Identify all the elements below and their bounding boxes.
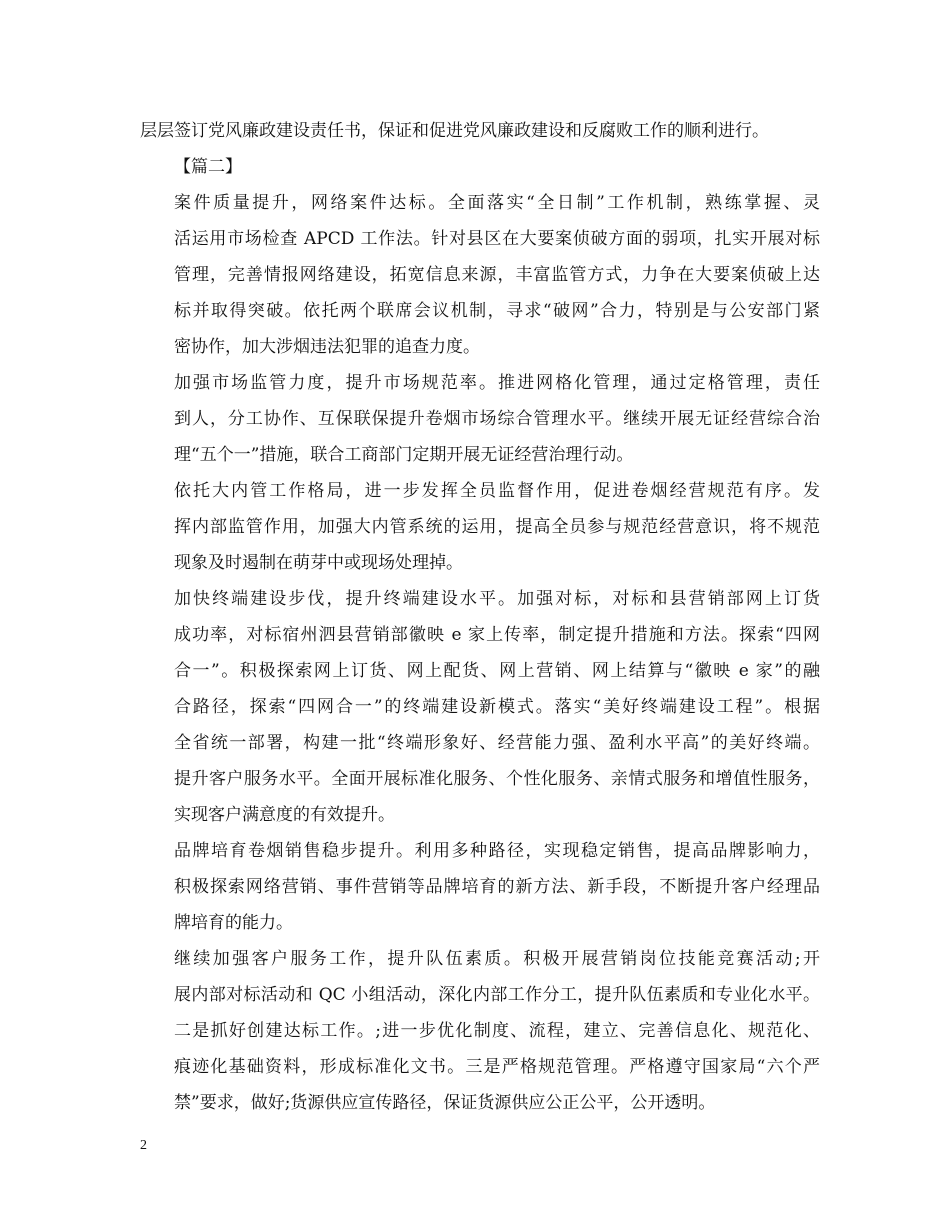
text-line: 案件质量提升，网络案件达标。全面落实“全日制”工作机制，熟练掌握、灵 xyxy=(174,193,820,213)
text-line: 禁”要求，做好;货源供应宣传路径，保证货源供应公正公平，公开透明。 xyxy=(174,1093,716,1113)
text-line: 积极探索网络营销、事件营销等品牌培育的新方法、新手段，不断提升客户经理品 xyxy=(174,877,820,897)
text-line: 层层签订党风廉政建设责任书，保证和促进党风廉政建设和反腐败工作的顺利进行。 xyxy=(140,121,769,141)
text-line: 品牌培育卷烟销售稳步提升。利用多种路径，实现稳定销售，提高品牌影响力， xyxy=(174,841,820,861)
paragraph xyxy=(140,185,820,365)
text-line: 依托大内管工作格局，进一步发挥全员监督作用，促进卷烟经营规范有序。发 xyxy=(174,481,820,501)
paragraph xyxy=(140,113,820,149)
paragraph xyxy=(140,365,820,473)
text-line: 继续加强客户服务工作，提升队伍素质。积极开展营销岗位技能竞赛活动;开 xyxy=(174,949,820,969)
text-line: 标并取得突破。依托两个联席会议机制，寻求“破网”合力，特别是与公安部门紧 xyxy=(174,301,820,321)
document-body xyxy=(140,113,820,1121)
text-line: 全省统一部署，构建一批“终端形象好、经营能力强、盈利水平高”的美好终端。 xyxy=(174,733,820,753)
paragraph xyxy=(140,941,820,1121)
text-line: 理“五个一”措施，联合工商部门定期开展无证经营治理行动。 xyxy=(174,445,634,465)
text-line: 牌培育的能力。 xyxy=(174,913,293,933)
text-line: 合一”。积极探索网上订货、网上配货、网上营销、网上结算与“徽映 e 家”的融 xyxy=(174,661,820,681)
paragraph xyxy=(140,581,820,833)
text-line: 展内部对标活动和 QC 小组活动，深化内部工作分工，提升队伍素质和专业化水平。 xyxy=(174,985,820,1005)
text-line: 管理，完善情报网络建设，拓宽信息来源，丰富监管方式，力争在大要案侦破上达 xyxy=(174,265,820,285)
text-line: 二是抓好创建达标工作。;进一步优化制度、流程，建立、完善信息化、规范化、 xyxy=(174,1021,820,1041)
text-line: 提升客户服务水平。全面开展标准化服务、个性化服务、亲情式服务和增值性服务， xyxy=(174,769,820,789)
text-line: 挥内部监管作用，加强大内管系统的运用，提高全员参与规范经营意识，将不规范 xyxy=(174,517,820,537)
text-line: 活运用市场检查 APCD 工作法。针对县区在大要案侦破方面的弱项，扎实开展对标 xyxy=(174,229,820,249)
text-line: 实现客户满意度的有效提升。 xyxy=(174,805,395,825)
text-line: 现象及时遏制在萌芽中或现场处理掉。 xyxy=(174,553,463,573)
paragraph xyxy=(140,473,820,581)
section-heading xyxy=(140,149,820,185)
text-line: 【篇二】 xyxy=(174,157,242,177)
text-line: 合路径，探索“四网合一”的终端建设新模式。落实“美好终端建设工程”。根据 xyxy=(174,697,820,717)
text-line: 加快终端建设步伐，提升终端建设水平。加强对标，对标和县营销部网上订货 xyxy=(174,589,820,609)
paragraph xyxy=(140,833,820,941)
text-line: 加强市场监管力度，提升市场规范率。推进网格化管理，通过定格管理，责任 xyxy=(174,373,820,393)
text-line: 密协作，加大涉烟违法犯罪的追查力度。 xyxy=(174,337,480,357)
text-line: 到人，分工协作、互保联保提升卷烟市场综合管理水平。继续开展无证经营综合治 xyxy=(174,409,820,429)
text-line: 成功率，对标宿州泗县营销部徽映 e 家上传率，制定提升措施和方法。探索“四网 xyxy=(174,625,820,645)
page-number: 2 xyxy=(140,1138,147,1153)
text-line: 痕迹化基础资料，形成标准化文书。三是严格规范管理。严格遵守国家局“六个严 xyxy=(174,1057,820,1077)
